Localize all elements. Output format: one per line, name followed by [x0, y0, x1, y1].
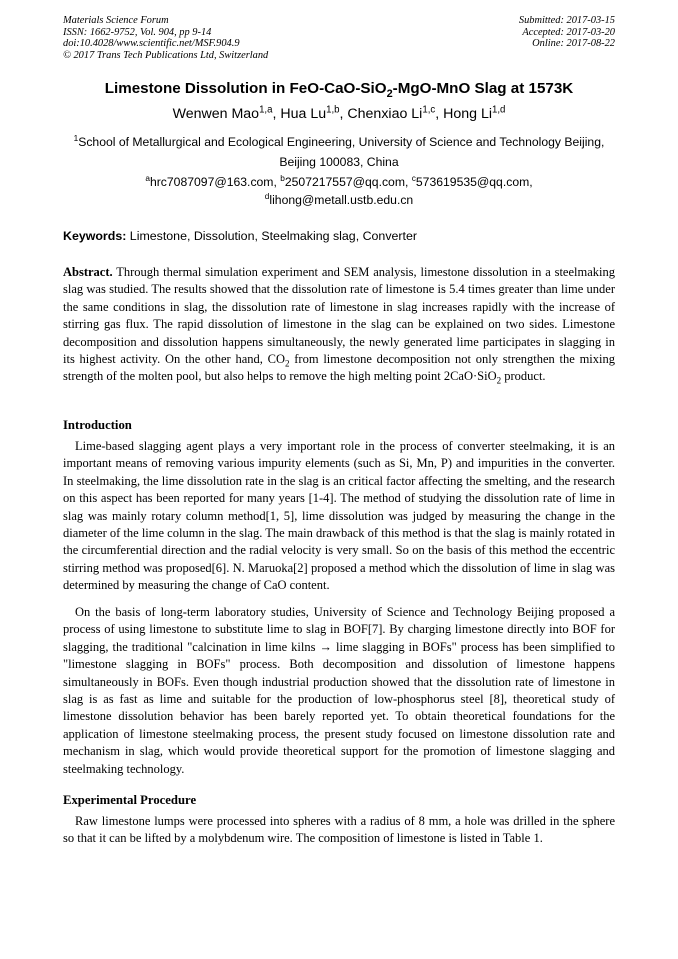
experimental-heading: Experimental Procedure [63, 793, 197, 807]
keywords [63, 228, 615, 244]
introduction-heading: Introduction [63, 418, 132, 432]
submitted-date: Submitted: 2017-03-15 [518, 15, 615, 26]
doi-line: doi:10.4028/www.scientific.net/MSF.904.9 [63, 38, 240, 50]
email-c: 573619535@qq.com, [415, 175, 533, 189]
author: Wenwen Mao$^{1,a}$, [172, 104, 281, 122]
author: Chenxiao Li$^{1,c}$, [347, 104, 444, 122]
author: Hong Li$^{1,d}$ [443, 104, 506, 122]
issn-line: ISSN: 1662-9752, Vol. 904, pp 9-14 [63, 26, 212, 38]
dates-info [519, 15, 615, 50]
email-d: lihong@metall.ustb.edu.cn [269, 193, 414, 207]
title-text-1: Limestone Dissolution in FeO-CaO-SiO [104, 80, 387, 97]
paper-title [0, 80, 678, 101]
affiliation-text: School of Metallurgical and Ecological Engineering, University of Science and Technology Beijing, Beijing 100083, China [78, 135, 605, 169]
author: Hua Lu$^{1,b}$, [280, 104, 348, 122]
introduction-paragraph-1: Lime-based slagging agent plays a very important role in the process of converter steelmaking, it is an important means of removing various impurity elements (such as Si, Mn, P) and impurities in the converter. In steelmaking, the lime dissolution rate in the slag is an critical factor affecting the smelting, and the research on this aspect has been reported for many years [1-4]. The method of studying the dissolution rate of lime in slag was mainly rotary column method[1, 5], lime dissolution was judged by measuring the change in the diameter of the lime column in the slag. The main drawback of this method is that the slag is mainly rotated in the circumferential direction and the radial velocity is very small. So on the basis of this method the eccentric stirring method was proposed[6]. N. Maruoka[2] proposed a method which the dissolution of lime in slag was determined by measuring the change of CaO content. [63, 439, 615, 593]
email-a: hrc7087097@163.com, [149, 175, 281, 189]
experimental-paragraph-1: Raw limestone lumps were processed into spheres with a radius of 8 mm, a hole was drilled in the sphere so that it can be lifted by a molybdenum wire. The composition of limestone is listed in Table 1. [63, 814, 615, 846]
email-list: $^a$hrc7087097@163.com, $^b$2507217557@qq.com, $^c$573619535@qq.com, $^d$lihong@metall.ustb.edu.cn [145, 172, 533, 207]
keywords-text: Limestone, Dissolution, Steelmaking slag, Converter [126, 229, 417, 243]
title-subscript: 2 [386, 88, 393, 101]
author-list [0, 104, 678, 124]
affiliation-marker: 1 [73, 132, 79, 143]
journal-info [63, 15, 268, 61]
abstract: Abstract. Through thermal simulation experiment and SEM analysis, limestone dissolution in a steelmaking slag was studied. The results showed that the dissolution rate of limestone is 5.4 times greater than lime under the same conditions in slag, the dissolution rate of limestone in slag increases rapidly with the increase of stirring gas flux. The rapid dissolution of limestone in the slag can be explained on two sides. Limestone decomposition and dissolution happens simultaneously, the newly generated lime participates in slagging in its highest activity. On the other hand, $CO_2$ from limestone decomposition not only strengthen the mixing strength of the molten pool, but also helps to remove the high melting point 2CaO·SiO$_2$ product. [63, 265, 615, 386]
abstract-label: Abstract. [63, 265, 113, 279]
email-b: 2507217557@qq.com, [284, 175, 412, 189]
copyright-line: © 2017 Trans Tech Publications Ltd, Switzerland [63, 49, 269, 61]
journal-name: Materials Science Forum [63, 15, 169, 26]
online-date: Online: 2017-08-22 [532, 38, 615, 50]
title-text-2: -MgO-MnO Slag at 1573K [392, 80, 574, 97]
affiliation [63, 133, 615, 172]
accepted-date: Accepted: 2017-03-20 [522, 26, 615, 38]
keywords-label: Keywords: [63, 229, 127, 243]
introduction-paragraph-2: On the basis of long-term laboratory studies, University of Science and Technology Beijing proposed a process of using limestone to substitute lime to slag in BOF[7]. By charging limestone directly into BOF for slagging, the traditional "calcination in lime kilns → lime slagging in BOFs" process has been simplified to "limestone slagging in BOFs" process. Both decomposition and dissolution of limestone happens simultaneously in BOFs. Even though industrial production showed that the dissolution rate of limestone in slag is as fast as lime and suitable for the production of low-phosphorus steel [8], theoretical study of limestone dissolution behavior has been barely reported yet. To obtain theoretical foundations for the application of limestone steelmaking process, the present study focused on limestone dissolution rate and mechanism in slag, which would provide theoretical support for the promotion of limestone slagging and steelmaking technology. [63, 605, 615, 776]
